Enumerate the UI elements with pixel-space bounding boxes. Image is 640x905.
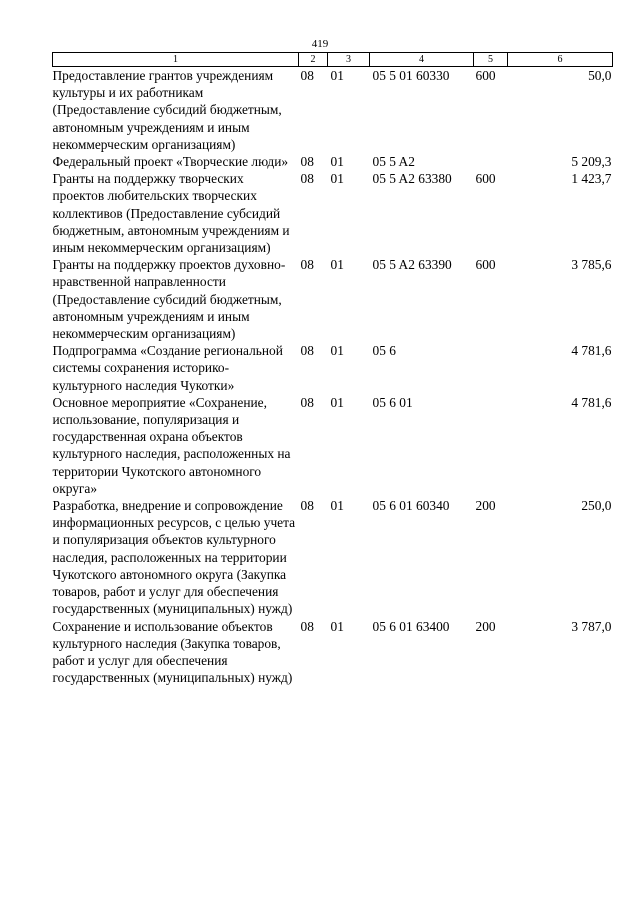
row-subsection: 01: [330, 171, 344, 187]
row-code: 05 5 A2 63380: [372, 171, 452, 187]
table-row: [53, 497, 613, 617]
row-code: 05 6 01: [372, 394, 413, 410]
row-type: 600: [475, 171, 496, 187]
table-row: [53, 256, 613, 342]
row-type: [474, 342, 508, 394]
row-subsection: 01: [330, 498, 344, 514]
row-subsection: 01: [330, 394, 344, 410]
column-header-section: 2: [299, 53, 328, 67]
row-type: 200: [475, 618, 496, 634]
row-subsection: 01: [330, 618, 344, 634]
row-amount: 1 423,7: [571, 171, 612, 187]
row-type: 600: [475, 257, 496, 273]
row-amount: 3 785,6: [571, 257, 612, 273]
row-section: 08: [300, 498, 314, 514]
column-header-code: 4: [370, 53, 474, 67]
row-subsection: 01: [330, 257, 344, 273]
table-row: [53, 153, 613, 170]
row-subsection: 01: [330, 68, 344, 83]
table-row: [53, 394, 613, 497]
table-row: [53, 618, 613, 687]
row-section: 08: [300, 68, 314, 83]
row-code: 05 5 A2: [372, 154, 415, 170]
row-amount: 5 209,3: [571, 154, 612, 170]
row-subsection: 01: [330, 154, 344, 170]
column-header-type: 5: [474, 53, 508, 67]
row-subsection: 01: [330, 343, 344, 359]
column-header-subsection: 3: [328, 53, 370, 67]
row-section: 08: [300, 343, 314, 359]
row-name: Разработка, внедрение и сопровождение информационных ресурсов, с целью учета и популяризация объектов культурного наследия, расположенных на территории Чукотского автономного округа (Закупка товаров, работ и услуг для обеспечения государственных (муниципальных) нужд): [52, 498, 296, 617]
column-header-amount: 6: [508, 53, 613, 67]
budget-table: [52, 52, 613, 686]
row-amount: 4 781,6: [571, 394, 612, 410]
row-section: 08: [300, 618, 314, 634]
row-name: Гранты на поддержку проектов духовно-нравственной направленности (Предоставление субсидий бюджетным, автономным учреждениям и иным некоммерческим организациям): [52, 257, 286, 342]
row-code: 05 6 01 63400: [372, 618, 450, 634]
page-number: 419: [311, 38, 329, 50]
row-code: 05 6 01 60340: [372, 498, 450, 514]
row-amount: 3 787,0: [571, 618, 612, 634]
row-name: Подпрограмма «Создание региональной системы сохранения историко-культурного наследия Чукотки»: [52, 343, 283, 393]
row-name: Предоставление грантов учреждениям культуры и их работникам (Предоставление субсидий бюджетным, автономным учреждениям и иным некоммерческим организациям): [52, 68, 282, 152]
table-header-row: [53, 53, 613, 67]
row-amount: 250,0: [581, 498, 612, 514]
row-name: Федеральный проект «Творческие люди»: [52, 154, 289, 170]
row-type: 200: [475, 498, 496, 514]
table-row: [53, 170, 613, 256]
row-section: 08: [300, 257, 314, 273]
row-amount: 50,0: [588, 68, 612, 83]
table-row: [53, 67, 613, 154]
row-name: Гранты на поддержку творческих проектов любительских творческих коллективов (Предоставление субсидий бюджетным, автономным учреждениям и иным некоммерческим организациям): [52, 171, 290, 256]
row-section: 08: [300, 171, 314, 187]
row-code: 05 6: [372, 343, 396, 359]
row-section: 08: [300, 394, 314, 410]
row-name: Сохранение и использование объектов культурного наследия (Закупка товаров, работ и услуг для обеспечения государственных (муниципальных) нужд): [52, 618, 293, 686]
row-type: [474, 394, 508, 497]
row-type: 600: [475, 68, 496, 83]
row-code: 05 5 01 60330: [372, 68, 450, 83]
column-header-name: 1: [53, 53, 299, 67]
table-row: [53, 342, 613, 394]
row-code: 05 5 A2 63390: [372, 257, 452, 273]
row-type: [474, 153, 508, 170]
row-name: Основное мероприятие «Сохранение, использование, популяризация и государственная охрана объектов культурного наследия, расположенных на территории Чукотского автономного округа»: [52, 394, 291, 496]
row-amount: 4 781,6: [571, 343, 612, 359]
row-section: 08: [300, 154, 314, 170]
